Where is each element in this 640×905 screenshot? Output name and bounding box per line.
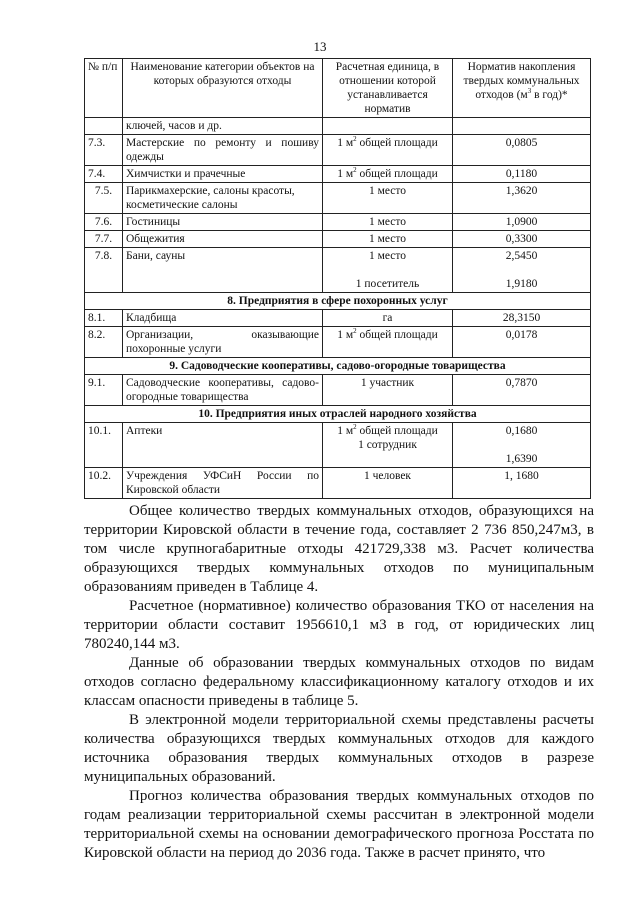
table-row: [85, 310, 591, 327]
row-name: Гостиницы: [123, 214, 323, 231]
row-name: Мастерские по ремонту и пошиву одежды: [123, 135, 323, 166]
row-name: Учреждения УФСиН России по Кировской области: [123, 468, 323, 499]
header-norm-tail: в год)*: [531, 89, 568, 101]
value-text: 0,1680: [505, 425, 538, 437]
paragraph: Прогноз количества образования твердых коммунальных отходов по годам реализации территориальной схемы рассчитан в электронной модели территориальной схемы на основании демографического прогноза Росстата по Кировской области на период до 2036 года. Также в расчет принято, что: [84, 788, 594, 861]
table-row: [85, 166, 591, 183]
paragraph: В электронной модели территориальной схемы представлены расчеты количества образующихся твердых коммунальных отходов для каждого источника образования твердых коммунальных отходов в разрезе муниципальных образований.: [84, 712, 594, 785]
row-name: Общежития: [123, 231, 323, 248]
unit-text-2: 1 посетитель: [355, 278, 420, 290]
row-num: [85, 118, 123, 135]
row-unit: 1 место: [323, 231, 453, 248]
table-row: [85, 423, 591, 468]
value-text: 2,5450: [505, 250, 538, 262]
unit-text-2: 1 сотрудник: [358, 439, 417, 451]
row-unit: 1 человек: [323, 468, 453, 499]
row-num: 7.8.: [85, 248, 123, 293]
unit-sup: 2: [353, 327, 357, 336]
page-number: 13: [313, 39, 327, 54]
row-value: [453, 118, 591, 135]
unit-text: 1 м: [337, 137, 354, 149]
header-norm-sup: 3: [527, 87, 532, 96]
value-text-2: 1,9180: [505, 278, 538, 290]
table-header-row: [85, 59, 591, 118]
row-num: 9.1.: [85, 375, 123, 406]
unit-sup: 2: [353, 423, 357, 432]
row-value: 28,3150: [453, 310, 591, 327]
unit-sup: 2: [353, 166, 357, 175]
unit-tail: общей площади: [356, 137, 438, 149]
unit-text: 1 м: [337, 425, 354, 437]
row-num: 10.1.: [85, 423, 123, 468]
section-title: 8. Предприятия в сфере похоронных услуг: [85, 293, 591, 310]
row-name: Химчистки и прачечные: [123, 166, 323, 183]
section-row: [85, 358, 591, 375]
row-name: Бани, сауны: [123, 248, 323, 293]
table-row: [85, 231, 591, 248]
unit-sup: 2: [353, 135, 357, 144]
table-row: [85, 468, 591, 499]
row-name: ключей, часов и др.: [123, 118, 323, 135]
table-row: [85, 118, 591, 135]
value-text-2: 1,6390: [505, 453, 538, 465]
table-row: [85, 183, 591, 214]
paragraph: Общее количество твердых коммунальных отходов, образующихся на территории Кировской области в течение года, составляет 2 736 850,247м3, в том числе крупногабаритные отходы 421729,338 м3. Расчет количества образующихся твердых коммунальных отходов по муниципальным образованиям приведен в Таблице 4.: [84, 503, 594, 595]
section-row: [85, 293, 591, 310]
header-unit: Расчетная единица, в отношении которой устанавливается норматив: [323, 59, 453, 118]
header-name: Наименование категории объектов на которых образуются отходы: [123, 59, 323, 118]
row-name: Аптеки: [123, 423, 323, 468]
table-row: [85, 327, 591, 358]
row-value: 0,0805: [453, 135, 591, 166]
norms-table: [84, 58, 591, 499]
row-value: 0,1180: [453, 166, 591, 183]
section-title: 10. Предприятия иных отраслей народного хозяйства: [85, 406, 591, 423]
row-num: 7.3.: [85, 135, 123, 166]
row-num: 8.2.: [85, 327, 123, 358]
header-norm-text: Норматив накопления твердых коммунальных отходов (м: [463, 61, 580, 101]
row-value: 1, 1680: [453, 468, 591, 499]
unit-text: 1 место: [368, 250, 407, 262]
row-num: 7.5.: [85, 183, 123, 214]
section-title: 9. Садоводческие кооперативы, садово-огородные товарищества: [85, 358, 591, 375]
unit-text: 1 м: [337, 168, 354, 180]
row-unit: 1 участник: [323, 375, 453, 406]
row-unit: [323, 135, 453, 166]
row-value: 0,0178: [453, 327, 591, 358]
row-value: 1,3620: [453, 183, 591, 214]
paragraph: Данные об образовании твердых коммунальных отходов по видам отходов согласно федеральному классификационному каталогу отходов и их классам опасности приведены в таблице 5.: [84, 655, 594, 709]
row-num: 7.6.: [85, 214, 123, 231]
table-row: [85, 135, 591, 166]
row-value: [453, 248, 591, 293]
row-num: 8.1.: [85, 310, 123, 327]
row-name: Организации, оказывающие похоронные услуги: [123, 327, 323, 358]
row-value: 1,0900: [453, 214, 591, 231]
row-unit: 1 место: [323, 214, 453, 231]
section-row: [85, 406, 591, 423]
header-num: № п/п: [85, 59, 123, 118]
row-num: 7.4.: [85, 166, 123, 183]
unit-tail: общей площади: [356, 168, 438, 180]
row-unit: [323, 248, 453, 293]
row-name: Садоводческие кооперативы, садово-огородные товарищества: [123, 375, 323, 406]
row-value: [453, 423, 591, 468]
row-value: 0,7870: [453, 375, 591, 406]
row-value: 0,3300: [453, 231, 591, 248]
header-norm: [453, 59, 591, 118]
body-text: [84, 502, 594, 863]
row-unit: 1 место: [323, 183, 453, 214]
paragraph: Расчетное (нормативное) количество образования ТКО от населения на территории области составит 1956610,1 м3 в год, от юридических лиц 780240,144 м3.: [84, 598, 594, 652]
row-unit: [323, 166, 453, 183]
unit-tail: общей площади: [356, 425, 438, 437]
row-unit: га: [323, 310, 453, 327]
row-num: 10.2.: [85, 468, 123, 499]
unit-text: 1 м: [337, 329, 354, 341]
table-row: [85, 248, 591, 293]
table-row: [85, 375, 591, 406]
row-name: Парикмахерские, салоны красоты, косметические салоны: [123, 183, 323, 214]
row-unit: [323, 423, 453, 468]
table-row: [85, 214, 591, 231]
unit-tail: общей площади: [356, 329, 438, 341]
row-name: Кладбища: [123, 310, 323, 327]
row-unit: [323, 118, 453, 135]
row-unit: [323, 327, 453, 358]
row-num: 7.7.: [85, 231, 123, 248]
